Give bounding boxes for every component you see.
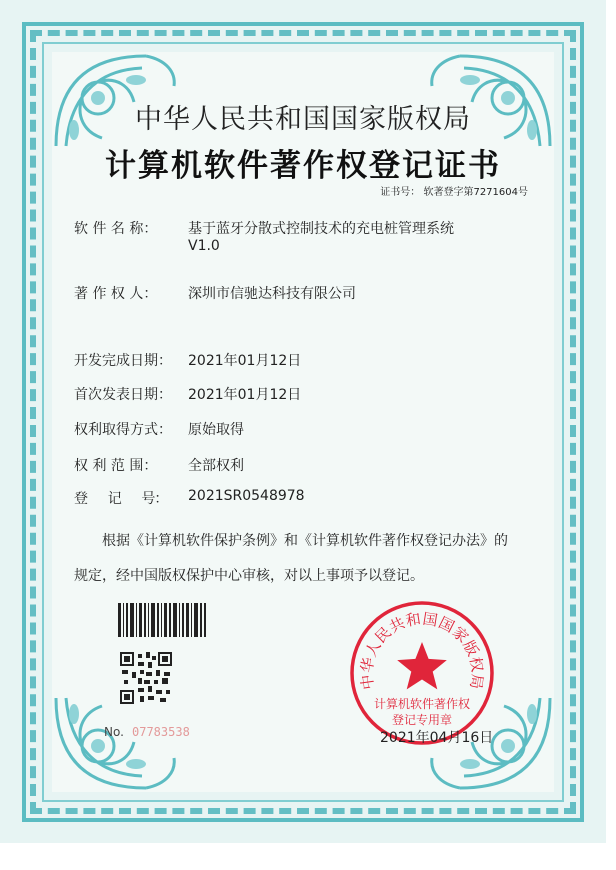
seal-text-line2: 登记专用章 <box>391 713 453 727</box>
certificate-title: 计算机软件著作权登记证书 <box>105 148 501 184</box>
seal-ring-text: 中华人民共和国国家版权局 <box>357 609 487 691</box>
field-value-line2: V1.0 <box>188 238 220 254</box>
field-value: 全部权利 <box>188 458 244 474</box>
statement-line-2: 规定，经中国版权保护中心审核，对以上事项予以登记。 <box>74 568 424 584</box>
field-value: 基于蓝牙分散式控制技术的充电桩管理系统 <box>188 221 454 237</box>
field-value: 2021SR0548978 <box>188 488 305 504</box>
certificate-number-label: 证书号： <box>380 187 421 198</box>
certificate-number <box>380 183 528 198</box>
star-icon <box>397 642 447 689</box>
field-value: 原始取得 <box>188 422 244 438</box>
field-label: 软 件 名 称： <box>74 221 158 237</box>
field-label: 首次发表日期： <box>74 387 172 403</box>
field-label: 权 利 范 围： <box>74 458 158 474</box>
field-label: 权利取得方式： <box>74 422 172 438</box>
field-value: 深圳市信驰达科技有限公司 <box>188 286 356 302</box>
certificate-number-value: 软著登字第7271604号 <box>423 187 528 198</box>
field-label: 登 记 号： <box>74 491 168 507</box>
barcode <box>118 603 206 637</box>
qr-code <box>120 652 172 704</box>
serial-number: 07783538 <box>132 725 190 739</box>
field-label: 著 作 权 人： <box>74 286 158 302</box>
serial-label: No. <box>104 725 124 739</box>
official-seal <box>349 600 495 746</box>
field-value: 2021年01月12日 <box>188 353 302 369</box>
seal-text-line1: 计算机软件著作权 <box>373 697 471 711</box>
field-label: 开发完成日期： <box>74 353 172 369</box>
issue-date: 2021年04月16日 <box>380 730 494 746</box>
corner-ornament-bottom-left <box>46 688 186 798</box>
statement-line-1: 根据《计算机软件保护条例》和《计算机软件著作权登记办法》的 <box>102 533 508 549</box>
issuing-authority: 中华人民共和国国家版权局 <box>135 104 471 135</box>
field-value: 2021年01月12日 <box>188 387 302 403</box>
